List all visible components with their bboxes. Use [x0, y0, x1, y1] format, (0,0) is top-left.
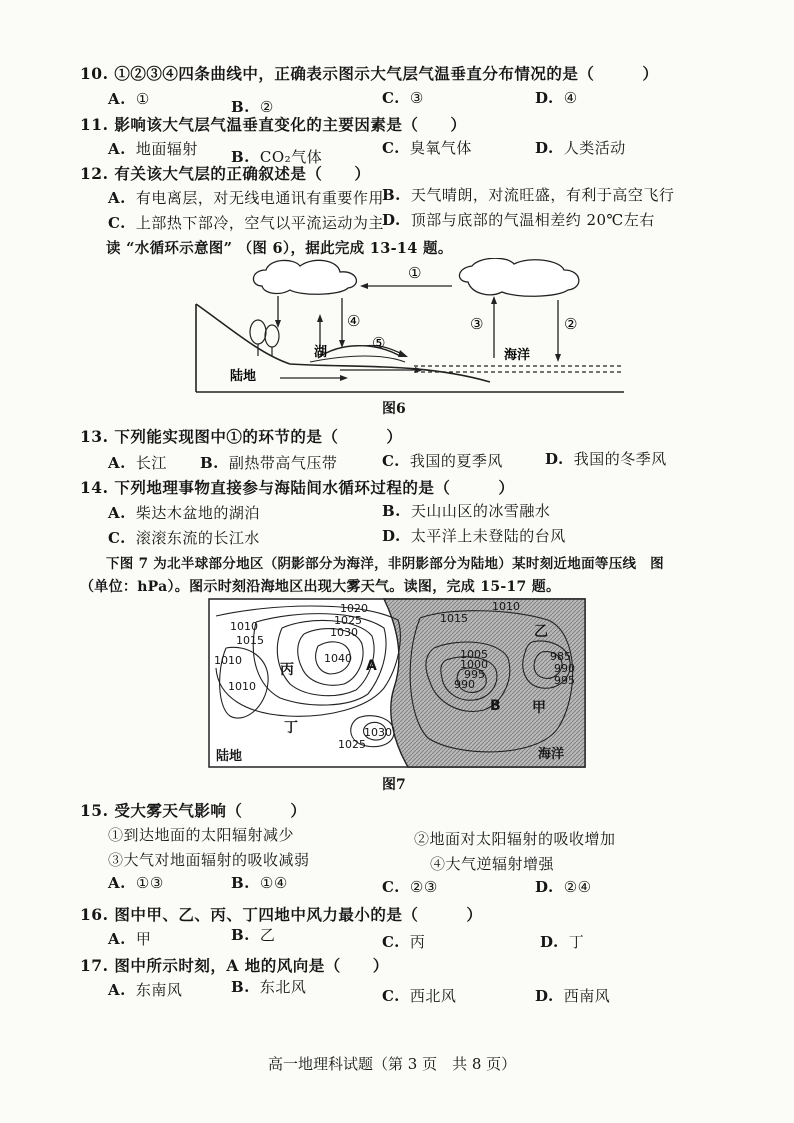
q15-option-b[interactable] — [231, 874, 288, 892]
q14-stem: 14. 下列地理事物直接参与海陆间水循环过程的是（ ） — [80, 478, 515, 497]
label-5: ⑤ — [372, 334, 386, 352]
q12-stem: 12. 有关该大气层的正确叙述是（ ） — [80, 164, 371, 183]
option-text: 顶部与底部的气温相差约 20℃左右 — [410, 211, 655, 229]
q12-option-c[interactable] — [108, 212, 384, 233]
option-label: D. — [535, 89, 554, 107]
figure-7-isobar-map — [208, 598, 586, 768]
isobar-995-ocean: 995 — [464, 668, 485, 681]
option-label: A. — [108, 981, 126, 999]
isobar-1030-north: 1030 — [330, 626, 358, 639]
q13-option-d[interactable] — [545, 448, 667, 469]
option-text: ③ — [409, 89, 424, 107]
q11-stem: 11. 影响该大气层气温垂直变化的主要因素是（ ） — [80, 115, 467, 134]
isobar-1010-ocean: 1010 — [492, 600, 520, 613]
option-text: ② — [259, 98, 274, 116]
option-label: B. — [231, 98, 250, 116]
option-label: C. — [382, 933, 400, 951]
option-text: CO₂气体 — [259, 148, 323, 166]
figure-7-caption: 图7 — [382, 777, 406, 793]
option-text: 东北风 — [259, 978, 307, 996]
option-text: 有电离层，对无线电通讯有重要作用 — [135, 189, 384, 207]
option-text: 长江 — [135, 454, 167, 472]
q13-option-b[interactable] — [200, 452, 337, 473]
option-label: A. — [108, 140, 126, 158]
option-label: B. — [231, 978, 250, 996]
q12-option-a[interactable] — [108, 187, 384, 208]
q10-option-d[interactable] — [535, 89, 578, 107]
q17-option-b[interactable] — [231, 976, 306, 997]
q11-option-c[interactable] — [382, 137, 472, 158]
q10-option-a[interactable] — [108, 90, 150, 108]
q15-option-a[interactable] — [108, 874, 164, 892]
option-text: 我国的冬季风 — [573, 450, 667, 468]
option-text: 人类活动 — [563, 139, 626, 157]
q15-option-d[interactable] — [535, 878, 592, 896]
label-1: ① — [408, 264, 422, 282]
figure-6-water-cycle — [190, 258, 630, 398]
q17-stem: 17. 图中所示时刻，A 地的风向是（ ） — [80, 956, 389, 975]
option-text: 甲 — [135, 930, 152, 948]
option-label: B. — [382, 502, 401, 520]
point-b: B — [490, 698, 501, 714]
isobar-1015-nw: 1015 — [236, 634, 264, 647]
q14-option-c[interactable] — [108, 527, 260, 548]
option-label: C. — [108, 529, 126, 547]
option-text: 太平洋上未登陆的台风 — [410, 527, 566, 545]
cloud-land-icon — [253, 260, 356, 294]
q11-option-a[interactable] — [108, 138, 198, 159]
q16-option-d[interactable] — [540, 931, 584, 952]
intro-fig6: 读 “水循环示意图” （图 6），据此完成 13-14 题。 — [106, 240, 453, 257]
option-text: 地面辐射 — [135, 140, 198, 158]
q14-option-a[interactable] — [108, 502, 260, 523]
option-label: B. — [200, 454, 219, 472]
option-text: ①④ — [259, 874, 288, 892]
option-label: D. — [540, 933, 559, 951]
q10-stem: 10. ①②③④四条曲线中，正确表示图示大气层气温垂直分布情况的是（ ） — [80, 64, 659, 83]
q16-option-a[interactable] — [108, 928, 151, 949]
option-label: B. — [382, 186, 401, 204]
isobar-1010-west: 1010 — [214, 654, 242, 667]
option-text: 东南风 — [135, 981, 183, 999]
option-label: D. — [535, 878, 554, 896]
option-label: C. — [108, 214, 126, 232]
tree-icon — [250, 320, 279, 356]
isobar-1040: 1040 — [324, 652, 352, 665]
isobar-985: 985 — [550, 650, 571, 663]
option-text: 天山山区的冰雪融水 — [410, 502, 551, 520]
option-text: 副热带高气压带 — [228, 454, 338, 472]
option-label: A. — [108, 454, 126, 472]
figure-6-caption: 图6 — [382, 401, 406, 417]
q15-stem: 15. 受大雾天气影响（ ） — [80, 801, 307, 820]
option-label: B. — [231, 148, 250, 166]
isobar-995-east: 995 — [554, 674, 575, 687]
option-label: D. — [535, 987, 554, 1005]
option-label: C. — [382, 139, 400, 157]
isobar-1000: 1000 — [460, 658, 488, 671]
option-label: D. — [382, 211, 401, 229]
point-jia: 甲 — [532, 700, 546, 716]
isobar-1020: 1020 — [340, 602, 368, 615]
label-land: 陆地 — [230, 369, 257, 384]
option-text: ②③ — [409, 878, 438, 896]
isobar-1030-south: 1030 — [364, 726, 392, 739]
q15-option-c[interactable] — [382, 878, 438, 896]
q15-item-1: ①到达地面的太阳辐射减少 — [108, 826, 295, 844]
isobar-1010-inner: 1010 — [228, 680, 256, 693]
option-label: C. — [382, 987, 400, 1005]
intro-fig7-line1: 下图 7 为北半球部分地区（阴影部分为海洋，非阴影部分为陆地）某时刻近地面等压线 图 — [106, 556, 664, 572]
option-text: 滚滚东流的长江水 — [135, 529, 260, 547]
option-text: 天气晴朗，对流旺盛，有利于高空飞行 — [410, 186, 675, 204]
option-text: 乙 — [259, 926, 276, 944]
isobar-1005: 1005 — [460, 648, 488, 661]
option-text: 西北风 — [409, 987, 457, 1005]
cloud-ocean-icon — [459, 258, 578, 296]
point-yi: 乙 — [534, 624, 548, 640]
option-label: C. — [382, 452, 400, 470]
q15-item-3: ③大气对地面辐射的吸收减弱 — [108, 851, 310, 869]
q17-option-a[interactable] — [108, 979, 182, 1000]
label-lake: 湖 — [314, 345, 328, 360]
option-label: A. — [108, 874, 126, 892]
q16-stem: 16. 图中甲、乙、丙、丁四地中风力最小的是（ ） — [80, 905, 483, 924]
point-a: A — [366, 658, 377, 674]
option-text: ① — [135, 90, 150, 108]
q11-option-d[interactable] — [535, 137, 626, 158]
option-label: C. — [382, 878, 400, 896]
q13-option-a[interactable] — [108, 452, 167, 473]
q14-option-d[interactable] — [382, 525, 566, 546]
page-footer: 高一地理科试题（第 3 页 共 8 页） — [268, 1055, 517, 1073]
q16-option-b[interactable] — [231, 924, 275, 945]
option-label: A. — [108, 90, 126, 108]
q13-stem: 13. 下列能实现图中①的环节的是（ ） — [80, 427, 403, 446]
option-label: A. — [108, 930, 126, 948]
option-text: 丙 — [409, 933, 426, 951]
option-text: 臭氧气体 — [409, 139, 472, 157]
option-label: A. — [108, 504, 126, 522]
isobar-1025-south: 1025 — [338, 738, 366, 751]
option-label: B. — [231, 926, 250, 944]
option-text: 西南风 — [563, 987, 611, 1005]
q17-option-d[interactable] — [535, 985, 610, 1006]
q16-option-c[interactable] — [382, 931, 425, 952]
q12-option-d[interactable] — [382, 209, 655, 230]
option-text: 柴达木盆地的湖泊 — [135, 504, 260, 522]
option-text: ④ — [563, 89, 578, 107]
label-4: ④ — [347, 312, 361, 330]
q17-option-c[interactable] — [382, 985, 456, 1006]
option-text: 我国的夏季风 — [409, 452, 503, 470]
option-label: D. — [382, 527, 401, 545]
option-label: A. — [108, 189, 126, 207]
isobar-1025-north: 1025 — [334, 614, 362, 627]
option-label: D. — [545, 450, 564, 468]
option-text: 上部热下部冷，空气以平流运动为主 — [135, 214, 384, 232]
isobar-990-ocean: 990 — [454, 678, 475, 691]
option-text: 丁 — [568, 933, 585, 951]
point-ding: 丁 — [284, 720, 298, 736]
label-land: 陆地 — [216, 749, 243, 764]
q15-item-4: ④大气逆辐射增强 — [430, 855, 555, 873]
q15-item-2: ②地面对太阳辐射的吸收增加 — [414, 830, 616, 848]
label-2: ② — [564, 315, 578, 333]
intro-fig7-line2: （单位：hPa）。图示时刻沿海地区出现大雾天气。读图，完成 15-17 题。 — [80, 579, 561, 595]
point-bing: 丙 — [280, 662, 294, 678]
option-label: C. — [382, 89, 400, 107]
q12-option-b[interactable] — [382, 184, 674, 205]
q10-option-c[interactable] — [382, 89, 424, 107]
label-3: ③ — [470, 315, 484, 333]
q14-option-b[interactable] — [382, 500, 550, 521]
option-text: ①③ — [135, 874, 164, 892]
option-text: ②④ — [563, 878, 592, 896]
label-ocean: 海洋 — [538, 747, 565, 762]
option-label: D. — [535, 139, 554, 157]
q13-option-c[interactable] — [382, 450, 503, 471]
option-label: B. — [231, 874, 250, 892]
isobar-1015-ocean: 1015 — [440, 612, 468, 625]
isobar-990-east: 990 — [554, 662, 575, 675]
isobar-1010-nw: 1010 — [230, 620, 258, 633]
label-ocean: 海洋 — [504, 348, 531, 363]
